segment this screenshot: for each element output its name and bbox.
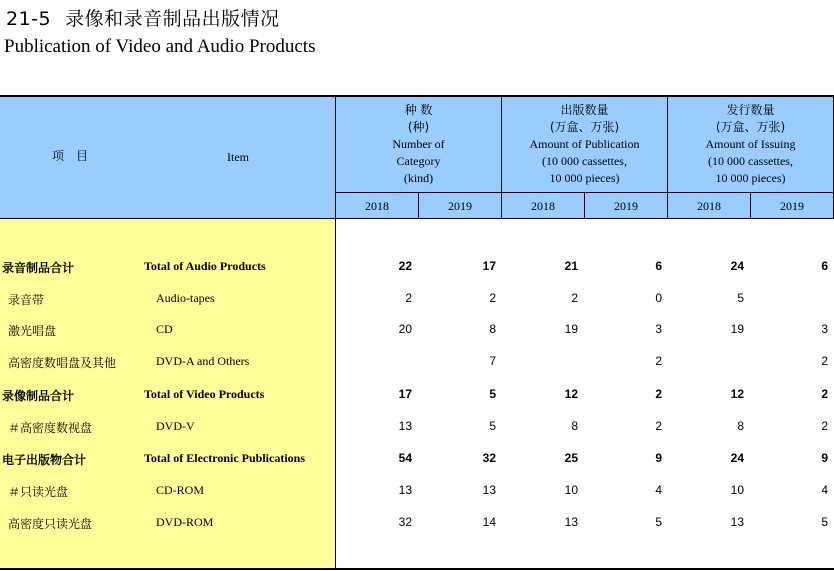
table-row bbox=[0, 259, 834, 279]
row-value: 3 bbox=[821, 322, 828, 336]
header-kind bbox=[336, 102, 501, 187]
row-value: 5 bbox=[737, 291, 744, 305]
row-label-cn: ＃只读光盘 bbox=[8, 485, 69, 499]
table-title-en: Publication of Video and Audio Products bbox=[4, 36, 316, 57]
row-value: 9 bbox=[655, 451, 662, 465]
header-publication bbox=[502, 102, 667, 187]
row-value: 5 bbox=[489, 419, 496, 433]
row-label-cn: 高密度数唱盘及其他 bbox=[8, 356, 117, 370]
row-value: 2 bbox=[655, 419, 662, 433]
row-label-cn: 录音带 bbox=[8, 293, 45, 307]
header-bottom-rule bbox=[0, 218, 834, 219]
header-item-cn: 项 目 bbox=[51, 149, 88, 163]
year-issuing-2018: 2018 bbox=[697, 199, 721, 213]
header-issuing-en1: Amount of Issuing bbox=[705, 137, 796, 151]
table-row bbox=[0, 322, 834, 342]
row-value: 24 bbox=[730, 451, 744, 465]
row-value: 14 bbox=[482, 515, 496, 529]
row-label-en: DVD-A and Others bbox=[156, 354, 250, 368]
year-publication-2019: 2019 bbox=[614, 199, 638, 213]
row-value: 10 bbox=[564, 483, 578, 497]
year-kind-2018: 2018 bbox=[365, 199, 389, 213]
row-value: 13 bbox=[482, 483, 496, 497]
row-value: 8 bbox=[489, 322, 496, 336]
row-value: 25 bbox=[564, 451, 578, 465]
row-value: 13 bbox=[398, 419, 412, 433]
header-issuing-en3: 10 000 pieces) bbox=[715, 171, 786, 185]
row-value: 9 bbox=[821, 451, 828, 465]
row-label-cn: 电子出版物合计 bbox=[2, 453, 87, 467]
row-value: 2 bbox=[571, 291, 578, 305]
header-publication-en3: 10 000 pieces) bbox=[549, 171, 620, 185]
header-kind-en1: Number of bbox=[392, 137, 445, 151]
table-row bbox=[0, 354, 834, 374]
header-publication-en2: (10 000 cassettes, bbox=[542, 154, 627, 168]
row-label-en: CD bbox=[156, 322, 173, 336]
header-publication-en1: Amount of Publication bbox=[529, 137, 640, 151]
row-label-cn: 录音制品合计 bbox=[2, 261, 75, 275]
row-value: 21 bbox=[564, 259, 578, 273]
row-value: 8 bbox=[737, 419, 744, 433]
row-value: 2 bbox=[489, 291, 496, 305]
row-label-en: Total of Audio Products bbox=[144, 259, 266, 273]
row-label-en: DVD-ROM bbox=[156, 515, 214, 529]
table-title-cn bbox=[6, 4, 280, 31]
row-value: 13 bbox=[398, 483, 412, 497]
table-row bbox=[0, 483, 834, 503]
header-year-rule bbox=[336, 192, 834, 193]
header-issuing-en2: (10 000 cassettes, bbox=[708, 154, 793, 168]
row-value: 24 bbox=[730, 259, 744, 273]
row-value: 2 bbox=[405, 291, 412, 305]
row-label-en: Total of Video Products bbox=[144, 387, 265, 401]
table-row bbox=[0, 515, 834, 535]
row-value: 13 bbox=[564, 515, 578, 529]
header-kind-cn1: 种 数 bbox=[404, 103, 433, 117]
header-issuing-cn2: (万盒、万张) bbox=[715, 120, 786, 134]
header-kind-cn2: (种) bbox=[407, 120, 430, 134]
year-kind-2019: 2019 bbox=[448, 199, 472, 213]
row-label-en: CD-ROM bbox=[156, 483, 205, 497]
table-number: 21-5 bbox=[6, 8, 52, 30]
row-value: 2 bbox=[821, 354, 828, 368]
row-value: 17 bbox=[398, 387, 412, 401]
row-value: 5 bbox=[821, 515, 828, 529]
row-label-cn: 激光唱盘 bbox=[8, 324, 57, 338]
row-value: 17 bbox=[482, 259, 496, 273]
row-label-en: Audio-tapes bbox=[156, 291, 215, 305]
row-value: 4 bbox=[821, 483, 828, 497]
table-row bbox=[0, 451, 834, 471]
row-label-en: DVD-V bbox=[156, 419, 195, 433]
row-value: 20 bbox=[398, 322, 412, 336]
row-value: 13 bbox=[730, 515, 744, 529]
row-value: 19 bbox=[564, 322, 578, 336]
row-label-cn: ＃高密度数视盘 bbox=[8, 421, 93, 435]
table-row bbox=[0, 387, 834, 407]
bottom-rule bbox=[0, 568, 834, 570]
row-label-cn: 录像制品合计 bbox=[2, 389, 75, 403]
row-value: 0 bbox=[655, 291, 662, 305]
header-kind-en2: Category bbox=[396, 154, 441, 168]
row-value: 32 bbox=[398, 515, 412, 529]
table-row bbox=[0, 419, 834, 439]
row-value: 12 bbox=[564, 387, 578, 401]
row-value: 4 bbox=[655, 483, 662, 497]
row-value: 32 bbox=[482, 451, 496, 465]
row-value: 10 bbox=[730, 483, 744, 497]
row-value: 12 bbox=[730, 387, 744, 401]
row-value: 6 bbox=[655, 259, 662, 273]
row-value: 22 bbox=[398, 259, 412, 273]
row-value: 2 bbox=[655, 354, 662, 368]
row-value: 2 bbox=[821, 419, 828, 433]
row-value: 3 bbox=[655, 322, 662, 336]
row-value: 19 bbox=[730, 322, 744, 336]
row-value: 6 bbox=[821, 259, 828, 273]
year-issuing-2019: 2019 bbox=[780, 199, 804, 213]
table-title-cn-text: 录像和录音制品出版情况 bbox=[65, 8, 280, 30]
row-value: 5 bbox=[489, 387, 496, 401]
row-value: 54 bbox=[398, 451, 412, 465]
header-item-en: Item bbox=[227, 150, 249, 164]
row-label-cn: 高密度只读光盘 bbox=[8, 517, 93, 531]
header-kind-en3: (kind) bbox=[403, 171, 434, 185]
year-publication-2018: 2018 bbox=[531, 199, 555, 213]
row-value: 2 bbox=[821, 387, 828, 401]
row-value: 5 bbox=[655, 515, 662, 529]
header-publication-cn1: 出版数量 bbox=[560, 103, 609, 117]
header-publication-cn2: (万盒、万张) bbox=[549, 120, 620, 134]
row-value: 7 bbox=[489, 354, 496, 368]
table-row bbox=[0, 291, 834, 311]
row-value: 8 bbox=[571, 419, 578, 433]
header-issuing bbox=[668, 102, 833, 187]
row-value: 2 bbox=[655, 387, 662, 401]
header-issuing-cn1: 发行数量 bbox=[726, 103, 775, 117]
row-label-en: Total of Electronic Publications bbox=[144, 451, 306, 465]
